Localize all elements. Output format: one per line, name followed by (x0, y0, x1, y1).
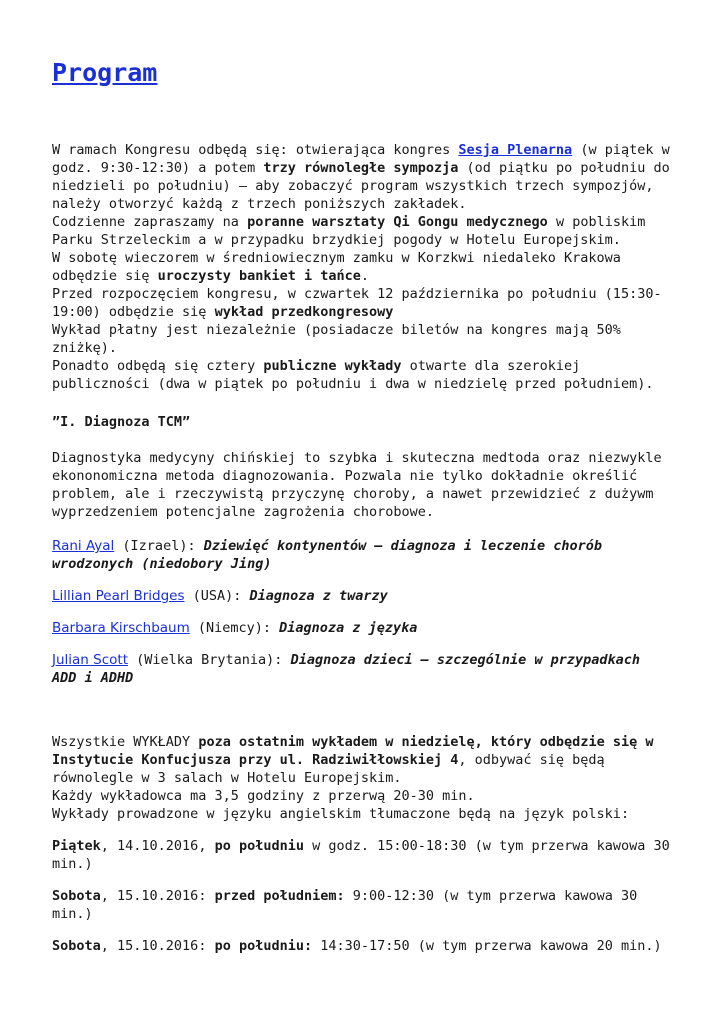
speaker-link[interactable]: Rani Ayal (52, 538, 115, 554)
info-bold: poza ostatnim wykładem w niedzielę, który odbędzie się w Instytucie Konfucjusza przy ul. Radziwiłłowskiej 4 (52, 734, 654, 768)
info-text: , odbywać się będą równolegle w 3 salach w Hotelu Europejskim. (52, 752, 605, 786)
lectures-info (52, 733, 672, 823)
intro-paragraph-banquet (52, 249, 672, 285)
program-title-link[interactable]: Program (52, 58, 158, 87)
day-part: po południu: (214, 938, 313, 954)
schedule-day (52, 887, 672, 923)
speaker-link[interactable]: Julian Scott (52, 652, 128, 668)
speaker-country: (Wielka Brytania): (128, 652, 291, 668)
intro-bold: trzy równoległe sympozja (263, 160, 459, 176)
page-title (52, 56, 672, 90)
day-hours: w godz. 15:00-18:30 (w tym przerwa kawowa 30 min.) (52, 838, 670, 872)
intro-bold: publiczne wykłady (263, 358, 402, 374)
intro-text: (od piątku po południu do niedzieli po południu) – aby zobaczyć program wszystkich trzech sympozjów, należy otworzyć każdą z trzech poniższych zakładek. (52, 160, 670, 212)
intro-text: Przed rozpoczęciem kongresu, w czwartek 12 października po południu (15:30-19:00) odbędzie się (52, 286, 662, 320)
day-date: , 15.10.2016: (100, 938, 215, 954)
schedule-day (52, 837, 672, 873)
plenary-session-link[interactable]: Sesja Plenarna (458, 142, 573, 158)
intro-text: otwarte dla szerokiej publiczności (dwa w piątek po południu i dwa w niedzielę przed południem). (52, 358, 654, 392)
day-date: , 14.10.2016, (100, 838, 215, 854)
lecture-item (52, 619, 672, 637)
intro-text: Ponadto odbędą się cztery (52, 358, 264, 374)
info-language: Wykłady prowadzone w języku angielskim tłumaczone będą na język polski: (52, 806, 630, 822)
section-description: Diagnostyka medycyny chińskiej to szybka i skuteczna medtoda oraz niezwykle ekononomiczna metoda diagnozowania. Pozwala nie tylko dokładnie określić problem, ale i rzeczywistą przyczynę choroby, a nawet przewidzieć z dużywm wyprzedzeniem potencjalne zagrożenia chorobowe. (52, 450, 662, 520)
lecture-topic: Diagnoza z twarzy (249, 588, 388, 604)
info-duration: Każdy wykładowca ma 3,5 godziny z przerwą 20-30 min. (52, 788, 475, 804)
intro-text: (w piątek w godz. 9:30-12:30) a potem (52, 142, 670, 176)
schedule-day (52, 937, 672, 955)
lecture-item (52, 587, 672, 605)
day-name: Sobota (52, 888, 101, 904)
lecture-topic: Diagnoza z języka (279, 620, 418, 636)
lecture-item (52, 651, 672, 687)
lecture-topic: Diagnoza dzieci – szczególnie w przypadkach ADD i ADHD (52, 652, 641, 686)
lecture-item (52, 537, 672, 573)
day-name: Piątek (52, 838, 101, 854)
speaker-country: (USA): (184, 588, 250, 604)
day-hours: 14:30-17:50 (w tym przerwa kawowa 20 min.) (312, 938, 662, 954)
intro-bold: uroczysty bankiet i tańce (157, 268, 361, 284)
intro-paragraph-paid: Wykład płatny jest niezależnie (posiadacze biletów na kongres mają 50% zniżkę). (52, 322, 621, 356)
intro-text: w pobliskim Parku Strzeleckim a w przypadku brzydkiej pogody w Hotelu Europejskim. (52, 214, 646, 248)
intro-paragraph-public (52, 357, 672, 393)
intro-section (52, 141, 672, 393)
intro-bold: poranne warsztaty Qi Gongu medycznego (247, 214, 548, 230)
intro-paragraph-qigong (52, 213, 672, 249)
speaker-country: (Izrael): (114, 538, 204, 554)
intro-text: . (360, 268, 370, 284)
info-paragraph (52, 733, 672, 787)
lecture-topic: Dziewięć kontynentów – diagnoza i leczenie chorób wrodzonych (niedobory Jing) (52, 538, 602, 572)
speaker-country: (Niemcy): (189, 620, 280, 636)
speaker-link[interactable]: Lillian Pearl Bridges (52, 588, 185, 604)
intro-text: W ramach Kongresu odbędą się: otwierająca kongres (52, 142, 459, 158)
speaker-link[interactable]: Barbara Kirschbaum (52, 620, 190, 636)
section-heading: ”I. Diagnoza TCM” (52, 414, 191, 430)
intro-text: Codzienne zapraszamy na (52, 214, 248, 230)
intro-text: W sobotę wieczorem w średniowiecznym zamku w Korzkwi niedaleko Krakowa odbędzie się (52, 250, 621, 284)
day-part: przed południem: (214, 888, 345, 904)
day-part: po południu (214, 838, 304, 854)
info-text: Wszystkie WYKŁADY (52, 734, 199, 750)
intro-paragraph-precongress (52, 285, 672, 321)
intro-bold: wykład przedkongresowy (214, 304, 394, 320)
document-page (52, 56, 672, 955)
intro-paragraph-plenary (52, 141, 672, 213)
day-date: , 15.10.2016: (100, 888, 215, 904)
day-name: Sobota (52, 938, 101, 954)
day-hours: 9:00-12:30 (w tym przerwa kawowa 30 min.) (52, 888, 638, 922)
